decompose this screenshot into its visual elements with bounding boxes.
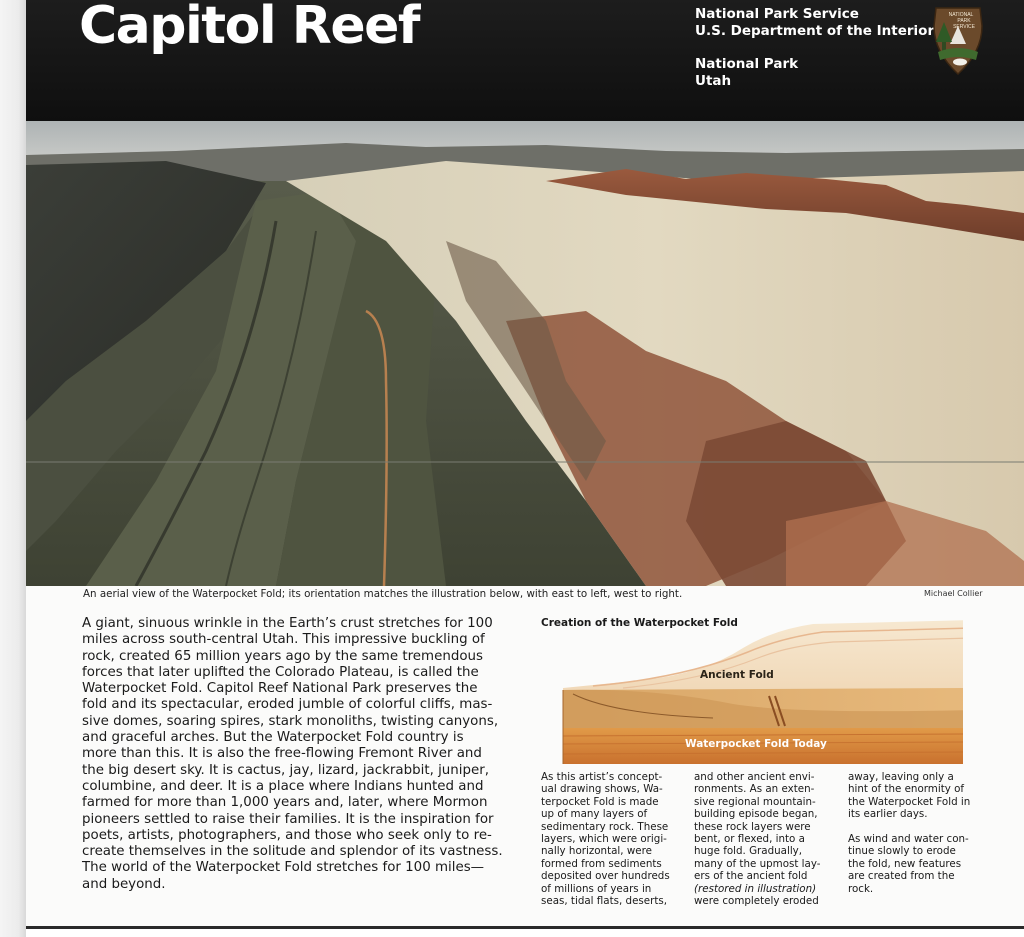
intro-paragraph [82, 616, 518, 893]
column-paragraph [848, 833, 998, 895]
column-line: and other ancient envi- [694, 771, 815, 783]
intro-line: miles across south-central Utah. This impressive buckling of [82, 632, 485, 648]
photo-caption: An aerial view of the Waterpocket Fold; its orientation matches the illustration below, with east to left, west to right. [83, 588, 683, 600]
intro-line: create themselves in the solitude and splendor of its vastness. [82, 844, 503, 860]
page-edge [26, 926, 1024, 929]
intro-line: forces that later uplifted the Colorado Plateau, is called the [82, 664, 479, 680]
state-name: Utah [695, 73, 732, 89]
column-line: the fold, new features [848, 857, 962, 870]
agency-name: National Park Service [695, 6, 859, 22]
column-line: layers, which were origi- [541, 833, 667, 846]
intro-line: fold and its spectacular, eroded jumble of colorful cliffs, mas- [82, 697, 493, 713]
intro-line: and graceful arches. But the Waterpocket Fold country is [82, 730, 464, 746]
column-line: formed from sediments [541, 857, 662, 870]
column-line: away, leaving only a [848, 771, 954, 783]
intro-line: columbine, and deer. It is a place where Indians hunted and [82, 778, 484, 794]
column-line: tinue slowly to erode [848, 845, 956, 858]
intro-line: and beyond. [82, 876, 166, 892]
agency-block [695, 6, 934, 90]
unit-type: National Park [695, 56, 799, 72]
intro-line: rock, created 65 million years ago by the same tremendous [82, 648, 483, 664]
badge-text-park: PARK [957, 18, 971, 24]
column-line: of millions of years in [541, 882, 652, 895]
intro-line: poets, artists, photographers, and those who seek only to re- [82, 827, 492, 843]
column-line-italic [694, 883, 844, 895]
scan-margin [0, 0, 26, 937]
intro-line: The world of the Waterpocket Fold stretches for 100 miles— [82, 860, 485, 876]
intro-line: A giant, sinuous wrinkle in the Earth’s crust stretches for 100 [82, 616, 493, 631]
column-line: sedimentary rock. These [541, 820, 669, 833]
park-title: Capitol Reef [79, 0, 420, 56]
intro-line: sive domes, soaring spires, stark monoliths, twisting canyons, [82, 713, 499, 729]
department-name: U.S. Department of the Interior [695, 23, 935, 39]
column-line: rock. [848, 882, 874, 895]
diagram-title: Creation of the Waterpocket Fold [541, 617, 738, 629]
column-line: are created from the [848, 870, 955, 883]
photo-credit: Michael Collier [924, 589, 983, 598]
column-line: its earlier days. [848, 808, 928, 821]
badge-text-national: NATIONAL [948, 12, 974, 18]
column-line: many of the upmost lay- [694, 857, 821, 870]
header-band [26, 0, 1024, 121]
italic-note: (restored in illustration) [694, 882, 817, 895]
aerial-photo [26, 121, 1024, 586]
intro-line: the big desert sky. It is cactus, jay, lizard, jackrabbit, juniper, [82, 762, 489, 778]
column-line: bent, or flexed, into a [694, 833, 805, 846]
column-line: these rock layers were [694, 820, 811, 833]
column-line: huge fold. Gradually, [694, 845, 803, 858]
column-line: ual drawing shows, Wa- [541, 783, 663, 796]
text-column-3 [848, 771, 998, 895]
column-paragraph [848, 771, 998, 821]
column-line: As wind and water con- [848, 833, 969, 846]
column-line: terpocket Fold is made [541, 795, 659, 808]
text-column-2 [694, 771, 844, 907]
intro-line: Waterpocket Fold. Capitol Reef National Park preserves the [82, 681, 478, 697]
nps-arrowhead-icon [930, 4, 986, 76]
column-line: the Waterpocket Fold in [848, 795, 971, 808]
column-line: deposited over hundreds [541, 870, 670, 883]
intro-line: more than this. It is also the free-flowing Fremont River and [82, 746, 482, 762]
column-line: ers of the ancient fold [694, 870, 808, 883]
column-line: hint of the enormity of [848, 783, 965, 796]
intro-line: farmed for more than 1,000 years and, later, where Mormon [82, 795, 488, 811]
column-line: were completely eroded [694, 895, 819, 908]
column-line: up of many layers of [541, 808, 648, 821]
column-line: sive regional mountain- [694, 795, 816, 808]
column-line: ronments. As an exten- [694, 783, 815, 796]
column-line: nally horizontal, were [541, 845, 652, 858]
ancient-fold-label: Ancient Fold [700, 669, 774, 681]
fold-today-label: Waterpocket Fold Today [685, 738, 827, 750]
intro-line: pioneers settled to raise their families. It is the inspiration for [82, 811, 494, 827]
column-line: As this artist’s concept- [541, 771, 663, 783]
column-line: building episode began, [694, 808, 818, 821]
column-line: seas, tidal flats, deserts, [541, 895, 668, 908]
text-column-1 [541, 771, 691, 907]
brochure-page [26, 0, 1024, 928]
badge-text-service: SERVICE [953, 24, 975, 30]
